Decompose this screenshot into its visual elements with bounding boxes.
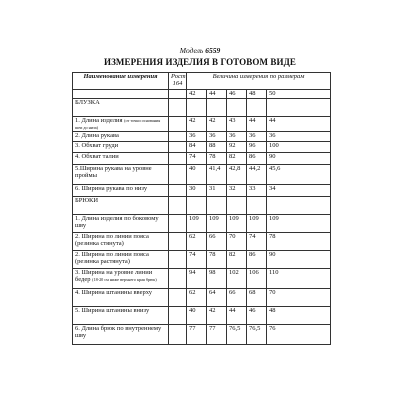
value-cell: 66 (207, 233, 227, 251)
measurement-label: 3. Обхват груди (75, 142, 119, 149)
measurement-name (73, 142, 169, 153)
value-cell: 70 (227, 233, 247, 251)
value-cell: 41,4 (207, 165, 227, 185)
value-cell: 74 (187, 153, 207, 165)
value-cell: 42,8 (227, 165, 247, 185)
value-cell: 36 (267, 132, 331, 142)
measurements-table (72, 72, 331, 345)
value-cell: 66 (227, 289, 247, 307)
measurement-label: 6. Ширина рукава по низу (75, 185, 148, 192)
table-row (73, 251, 331, 269)
value-cell: 77 (187, 325, 207, 345)
height-cell (169, 117, 187, 132)
value-cell: 36 (187, 132, 207, 142)
value-cell: 84 (187, 142, 207, 153)
value-cell: 70 (267, 289, 331, 307)
measurement-label: 3. Ширина на уровне линии бедер (75, 269, 153, 283)
measurement-label: 5. Ширина штанины внизу (75, 307, 150, 314)
section-blank-cell (169, 99, 187, 117)
height-label: Рост (171, 73, 186, 80)
value-cell: 88 (207, 142, 227, 153)
size-cell: 50 (267, 90, 331, 99)
value-cell: 106 (247, 269, 267, 289)
height-cell (169, 325, 187, 345)
value-cell: 40 (187, 307, 207, 325)
value-cell: 86 (247, 153, 267, 165)
size-cell: 44 (207, 90, 227, 99)
value-cell: 109 (187, 215, 207, 233)
value-cell: 32 (227, 185, 247, 197)
value-cell: 31 (207, 185, 227, 197)
value-cell: 42 (207, 117, 227, 132)
section-title: БРЮКИ (73, 197, 169, 215)
table-header-row (73, 73, 331, 90)
value-cell: 48 (267, 307, 331, 325)
value-cell: 40 (187, 165, 207, 185)
value-cell: 62 (187, 233, 207, 251)
value-cell: 82 (227, 153, 247, 165)
section-blank-cell (267, 197, 331, 215)
measurement-name (73, 251, 169, 269)
table-row (73, 215, 331, 233)
size-row-blank-height (169, 90, 187, 99)
value-cell: 78 (207, 251, 227, 269)
table-row (73, 132, 331, 142)
value-cell: 43 (227, 117, 247, 132)
height-cell (169, 289, 187, 307)
measurement-name (73, 269, 169, 289)
measurement-name (73, 132, 169, 142)
height-cell (169, 132, 187, 142)
section-blank-cell (207, 99, 227, 117)
measurement-name (73, 289, 169, 307)
height-cell (169, 142, 187, 153)
value-cell: 42 (207, 307, 227, 325)
value-cell: 78 (267, 233, 331, 251)
section-blank-cell (267, 99, 331, 117)
measurement-name (73, 215, 169, 233)
section-blank-cell (169, 197, 187, 215)
table-row (73, 165, 331, 185)
value-cell: 109 (227, 215, 247, 233)
size-cell: 48 (247, 90, 267, 99)
section-blank-cell (187, 197, 207, 215)
value-cell: 74 (247, 233, 267, 251)
table-row (73, 153, 331, 165)
value-cell: 42 (187, 117, 207, 132)
measurement-label: 4. Обхват талии (75, 153, 119, 160)
height-cell (169, 251, 187, 269)
value-cell: 90 (267, 251, 331, 269)
value-cell: 78 (207, 153, 227, 165)
value-cell: 98 (207, 269, 227, 289)
value-cell: 62 (187, 289, 207, 307)
section-blank-cell (187, 99, 207, 117)
model-number: 6559 (205, 46, 221, 55)
value-cell: 94 (187, 269, 207, 289)
value-cell: 110 (267, 269, 331, 289)
value-cell: 46 (247, 307, 267, 325)
value-cell: 86 (247, 251, 267, 269)
table-row (73, 233, 331, 251)
height-value: 164 (172, 80, 183, 87)
value-cell: 76,5 (247, 325, 267, 345)
value-cell: 36 (207, 132, 227, 142)
height-cell (169, 165, 187, 185)
section-row (73, 99, 331, 117)
measurement-name (73, 153, 169, 165)
measurement-label: 4. Ширина штанины вверху (75, 289, 152, 296)
measurement-label: 1. Длина изделия (75, 117, 123, 124)
measurement-label: 2. Ширина по линии пояса (резинка стянута) (75, 233, 149, 247)
value-cell: 76,5 (227, 325, 247, 345)
height-cell (169, 269, 187, 289)
measurement-label: 1. Длина изделия по боковому шву (75, 215, 159, 229)
value-cell: 45,6 (267, 165, 331, 185)
document-title: ИЗМЕРЕНИЯ ИЗДЕЛИЯ В ГОТОВОМ ВИДЕ (103, 57, 297, 67)
value-cell: 64 (207, 289, 227, 307)
measurement-name (73, 185, 169, 197)
value-cell: 96 (247, 142, 267, 153)
value-cell: 36 (247, 132, 267, 142)
measurement-name (73, 307, 169, 325)
height-cell (169, 233, 187, 251)
measurement-name (73, 165, 169, 185)
value-cell: 90 (267, 153, 331, 165)
section-title: БЛУЗКА (73, 99, 169, 117)
size-cell: 42 (187, 90, 207, 99)
table-row (73, 142, 331, 153)
value-cell: 36 (227, 132, 247, 142)
section-blank-cell (247, 99, 267, 117)
section-row (73, 197, 331, 215)
table-row (73, 307, 331, 325)
value-cell: 109 (267, 215, 331, 233)
value-cell: 100 (267, 142, 331, 153)
table-row (73, 185, 331, 197)
measurement-name (73, 233, 169, 251)
value-cell: 44 (247, 117, 267, 132)
column-header-sizes: Величина измерения по размерам (187, 73, 331, 90)
value-cell: 109 (207, 215, 227, 233)
value-cell: 33 (247, 185, 267, 197)
model-line (0, 46, 400, 55)
value-cell: 34 (267, 185, 331, 197)
height-cell (169, 215, 187, 233)
size-row (73, 90, 331, 99)
measurement-label: 5.Ширина рукава на уровне проймы (75, 165, 152, 179)
measurement-note: (от точки основания шеи до низа) (75, 118, 161, 130)
table-row (73, 117, 331, 132)
value-cell: 68 (247, 289, 267, 307)
section-blank-cell (247, 197, 267, 215)
value-cell: 44 (227, 307, 247, 325)
size-row-blank (73, 90, 169, 99)
measurement-name (73, 117, 169, 132)
value-cell: 92 (227, 142, 247, 153)
column-header-name: Наименование измерения (73, 73, 169, 90)
measurement-name (73, 325, 169, 345)
measurement-label: 2. Ширина по линии пояса (резинка растянута) (75, 251, 149, 265)
value-cell: 30 (187, 185, 207, 197)
table-row (73, 269, 331, 289)
value-cell: 74 (187, 251, 207, 269)
measurement-label: 6. Длина брюк по внутреннему шву (75, 325, 162, 339)
height-cell (169, 153, 187, 165)
table-row (73, 289, 331, 307)
model-label: Модель (179, 46, 204, 55)
value-cell: 102 (227, 269, 247, 289)
section-blank-cell (207, 197, 227, 215)
value-cell: 82 (227, 251, 247, 269)
size-cell: 46 (227, 90, 247, 99)
value-cell: 77 (207, 325, 227, 345)
value-cell: 44,2 (247, 165, 267, 185)
height-cell (169, 185, 187, 197)
section-blank-cell (227, 99, 247, 117)
measurement-label: 2. Длина рукава (75, 132, 119, 139)
column-header-height (169, 73, 187, 90)
height-cell (169, 307, 187, 325)
value-cell: 44 (267, 117, 331, 132)
table-row (73, 325, 331, 345)
value-cell: 109 (247, 215, 267, 233)
section-blank-cell (227, 197, 247, 215)
value-cell: 76 (267, 325, 331, 345)
measurement-note: (18-20 см ниже верхнего края брюк) (92, 277, 157, 282)
